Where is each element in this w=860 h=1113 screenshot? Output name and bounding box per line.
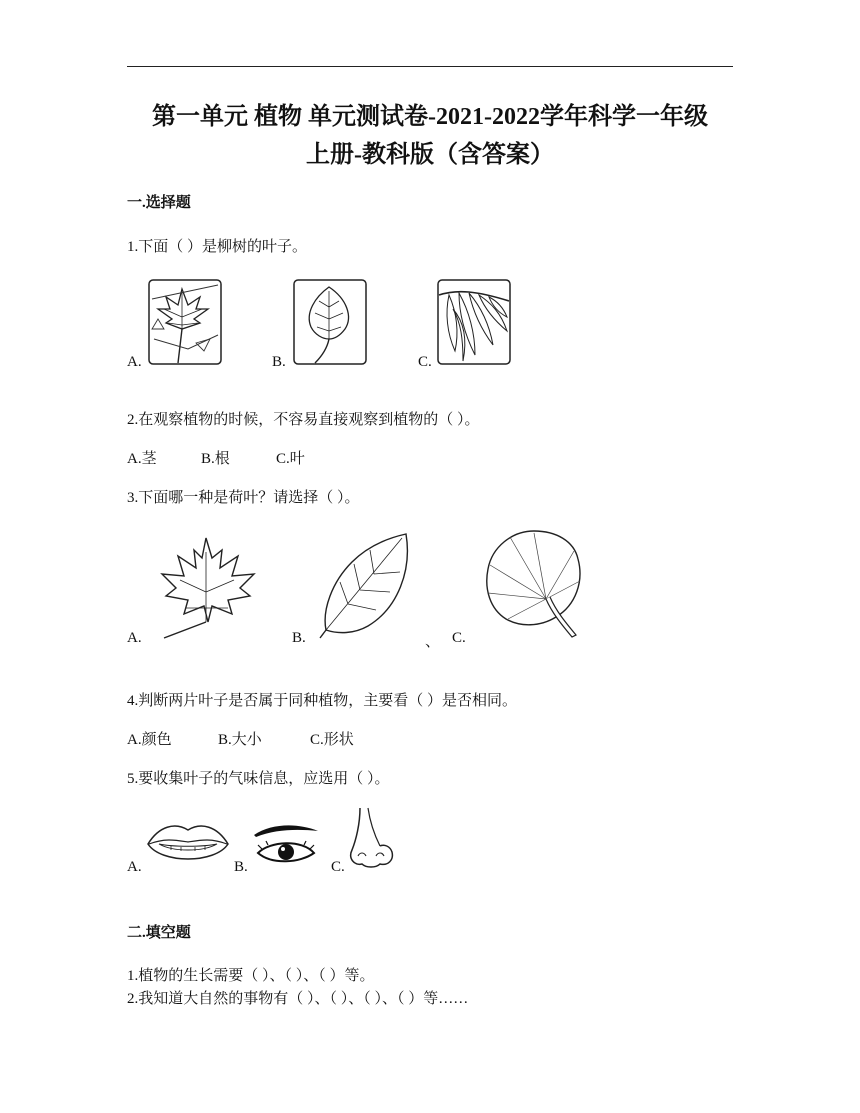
question-2-stem: 2.在观察植物的时候，不容易直接观察到植物的（ ）。 xyxy=(127,412,480,428)
q4-option-c: C.形状 xyxy=(310,732,354,748)
question-5-stem: 5.要收集叶子的气味信息，应选用（ ）。 xyxy=(127,771,390,787)
maple-leaf-outline-picture xyxy=(150,532,262,642)
maple-leaf-picture xyxy=(148,279,222,365)
q3-option-b-label: B. xyxy=(292,630,306,646)
oval-leaf-picture xyxy=(318,530,412,642)
round-leaf-picture xyxy=(293,279,367,365)
q1-option-a-label: A. xyxy=(127,354,142,370)
eye-picture xyxy=(252,823,320,869)
section-heading-choice: 一.选择题 xyxy=(127,195,191,211)
title-line-1: 第一单元 植物 单元测试卷-2021-2022学年科学一年级 xyxy=(152,104,708,130)
nose-picture xyxy=(346,806,398,868)
q1-option-c-label: C. xyxy=(418,354,432,370)
section-heading-fill-blank: 二.填空题 xyxy=(127,925,191,941)
question-4-stem: 4.判断两片叶子是否属于同种植物，主要看（ ）是否相同。 xyxy=(127,693,518,709)
q3-option-a-label: A. xyxy=(127,630,142,646)
fill-question-1: 1.植物的生长需要（ ）、（ ）、（ ）等。 xyxy=(127,968,375,984)
q5-option-a-label: A. xyxy=(127,859,142,875)
q3-separator: 、 xyxy=(425,634,441,650)
header-rule xyxy=(127,66,733,67)
q5-option-c-label: C. xyxy=(331,859,345,875)
q5-option-b-label: B. xyxy=(234,859,248,875)
q3-option-c-label: C. xyxy=(452,630,466,646)
question-1-stem: 1.下面（ ）是柳树的叶子。 xyxy=(127,239,308,255)
q4-option-a: A.颜色 xyxy=(127,732,172,748)
q2-option-c: C.叶 xyxy=(276,451,305,467)
q2-option-a: A.茎 xyxy=(127,451,157,467)
q2-option-b: B.根 xyxy=(201,451,230,467)
title-line-2: 上册-教科版（含答案） xyxy=(306,142,554,168)
willow-leaves-picture xyxy=(437,279,511,365)
q1-option-b-label: B. xyxy=(272,354,286,370)
mouth-picture xyxy=(145,820,231,870)
q4-option-b: B.大小 xyxy=(218,732,262,748)
page-title xyxy=(110,98,750,174)
question-3-stem: 3.下面哪一种是荷叶？请选择（ ）。 xyxy=(127,490,360,506)
fill-question-2: 2.我知道大自然的事物有（ ）、（ ）、（ ）、（ ）等…… xyxy=(127,991,469,1007)
lotus-leaf-picture xyxy=(482,525,586,641)
